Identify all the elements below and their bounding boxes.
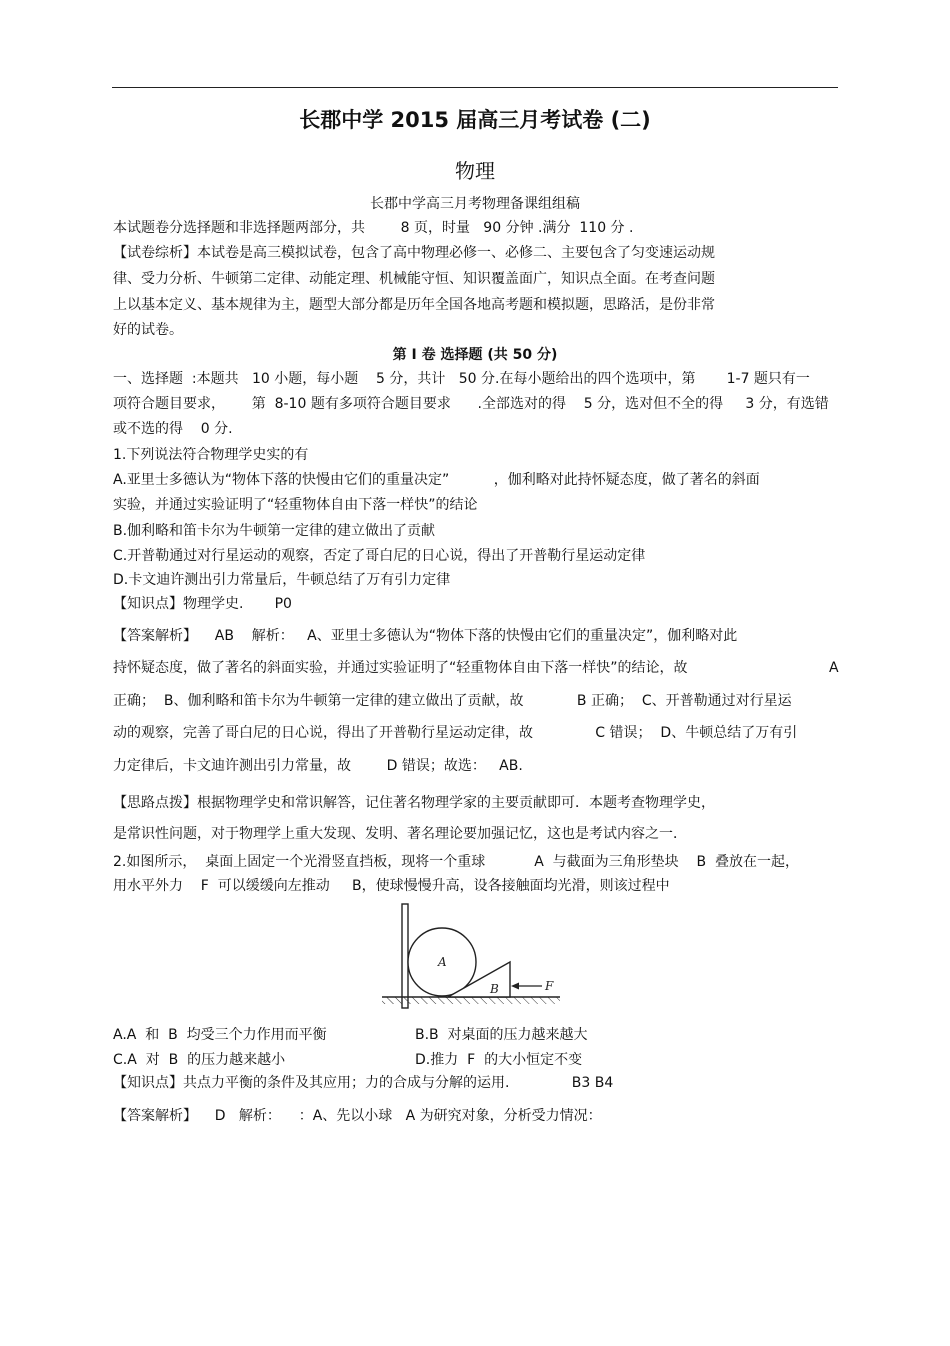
q2-option-b: B.B 对桌面的压力越来越大: [415, 1027, 588, 1043]
q1-knowledge: 【知识点】物理学史. P0: [113, 596, 292, 612]
q1-answer-line: 动的观察，完善了哥白尼的日心说，得出了开普勒行星运动定律，故 C 错误； D、牛顿总结了万有引: [113, 725, 798, 741]
compiler-line: 长郡中学高三月考物理备课组组稿: [370, 196, 580, 212]
label-a: A: [438, 955, 447, 969]
q2-figure: [374, 900, 574, 1012]
analysis-line: 上以基本定义、基本规律为主，题型大部分都是历年全国各地高考题和模拟题，思路活，是份非常: [113, 297, 715, 313]
q1-answer-tail: A: [829, 660, 839, 676]
ground-hatching: [382, 997, 560, 1004]
label-f: F: [545, 979, 554, 993]
q1-answer-line: 正确； B、伽利略和笛卡尔为牛顿第一定律的建立做出了贡献，故 B 正确； C、开普勒通过对行星运: [113, 693, 792, 709]
analysis-line: 【试卷综析】本试卷是高三模拟试卷，包含了高中物理必修一、必修二、主要包含了匀变速运动规: [113, 245, 715, 261]
q1-answer-line: 持怀疑态度，做了著名的斜面实验，并通过实验证明了“轻重物体自由下落一样快”的结论，故: [113, 660, 688, 676]
force-f-arrowhead: [511, 983, 519, 990]
wall-plate: [402, 904, 408, 1008]
q1-stem: 1.下列说法符合物理学史实的有: [113, 447, 309, 463]
q1-option-c: C.开普勒通过对行星运动的观察，否定了哥白尼的日心说，得出了开普勒行星运动定律: [113, 548, 646, 564]
q2-knowledge: 【知识点】共点力平衡的条件及其应用；力的合成与分解的运用. B3 B4: [113, 1075, 614, 1091]
subject-heading: 物理: [455, 159, 495, 183]
section-heading: 第 I 卷 选择题 (共 50 分): [392, 347, 558, 363]
q1-answer-line: 【答案解析】 AB 解析： A、亚里士多德认为“物体下落的快慢由它们的重量决定”，伽利略对此: [113, 628, 738, 644]
q1-option-d: D.卡文迪许测出引力常量后，牛顿总结了万有引力定律: [113, 572, 451, 588]
q2-option-c: C.A 对 B 的压力越来越小: [113, 1052, 286, 1068]
q1-hint-line: 【思路点拨】根据物理学史和常识解答，记住著名物理学家的主要贡献即可．本题考查物理学史，: [113, 795, 715, 811]
label-b: B: [490, 982, 499, 996]
instruction-line: 一、选择题 :本题共 10 小题，每小题 5 分，共计 50 分.在每小题给出的四个选项中，第 1-7 题只有一: [113, 371, 810, 387]
intro-line: 本试题卷分选择题和非选择题两部分，共 8 页，时量 90 分钟 .满分 110 分 .: [113, 220, 634, 236]
q1-answer-line: 力定律后，卡文迪许测出引力常量，故 D 错误；故选： AB.: [113, 758, 523, 774]
q2-option-d: D.推力 F 的大小恒定不变: [415, 1052, 583, 1068]
analysis-line: 好的试卷。: [113, 322, 183, 338]
q1-option-a-cont: 实验，并通过实验证明了“轻重物体自由下落一样快”的结论: [113, 497, 478, 513]
header-rule: [112, 87, 838, 88]
q2-answer: 【答案解析】 D 解析： ：A、先以小球 A 为研究对象，分析受力情况：: [113, 1108, 602, 1124]
q2-stem-line: 用水平外力 F 可以缓缓向左推动 B，使球慢慢升高，设各接触面均光滑，则该过程中: [113, 878, 670, 894]
instruction-line: 或不选的得 0 分.: [113, 421, 233, 437]
q2-option-a: A.A 和 B 均受三个力作用而平衡: [113, 1027, 327, 1043]
analysis-line: 律、受力分析、牛顿第二定律、动能定理、机械能守恒、知识覆盖面广，知识点全面。在考查问题: [113, 271, 715, 287]
q1-hint-line: 是常识性问题，对于物理学上重大发现、发明、著名理论要加强记忆，这也是考试内容之一．: [113, 826, 687, 842]
exam-title: 长郡中学 2015 届高三月考试卷 (二): [299, 108, 651, 132]
instruction-line: 项符合题目要求， 第 8-10 题有多项符合题目要求 .全部选对的得 5 分，选对但不全的得 3 分，有选错: [113, 396, 829, 412]
q1-option-a: A.亚里士多德认为“物体下落的快慢由它们的重量决定” ，伽利略对此持怀疑态度，做了著名的斜面: [113, 472, 760, 488]
q2-stem-line: 2.如图所示， 桌面上固定一个光滑竖直挡板，现将一个重球 A 与截面为三角形垫块 B 叠放在一起，: [113, 854, 799, 870]
q1-option-b: B.伽利略和笛卡尔为牛顿第一定律的建立做出了贡献: [113, 523, 436, 539]
